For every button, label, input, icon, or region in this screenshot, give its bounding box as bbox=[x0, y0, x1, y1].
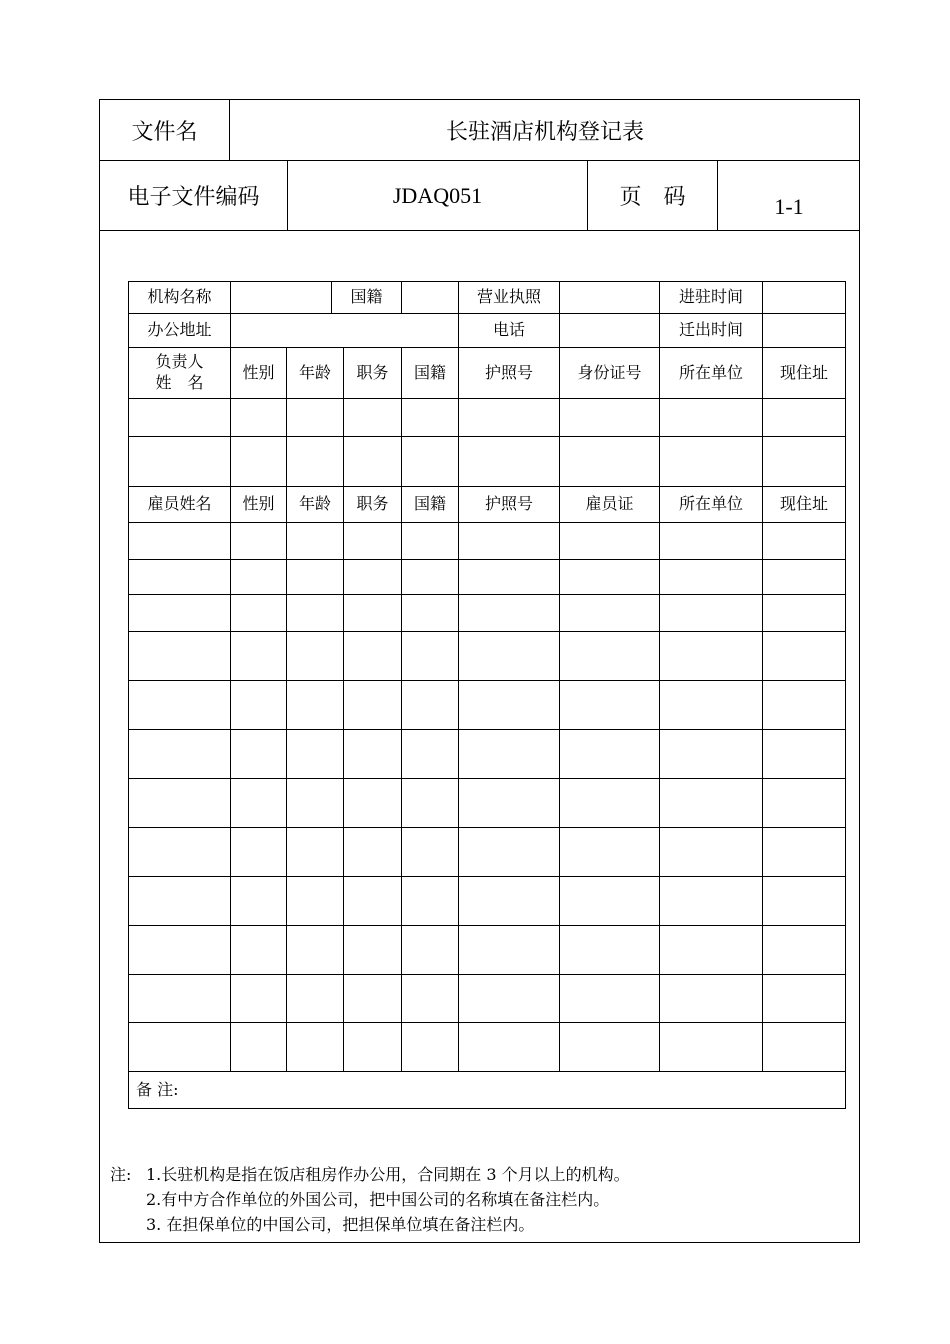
manager-age-header: 年龄 bbox=[298, 362, 331, 382]
office-address-field[interactable] bbox=[231, 314, 458, 347]
manager-passport-header: 护照号 bbox=[484, 362, 533, 382]
notes-prefix: 注: bbox=[110, 1165, 132, 1184]
file-code-value: JDAQ051 bbox=[392, 182, 483, 208]
file-code-label: 电子文件编码 bbox=[127, 185, 260, 210]
employee-card-header: 雇员证 bbox=[585, 494, 634, 514]
form-vline bbox=[559, 347, 560, 1071]
file-name-label: 文件名 bbox=[131, 119, 198, 145]
form-hline bbox=[128, 729, 846, 730]
form-hline bbox=[128, 876, 846, 877]
exit-time-field[interactable] bbox=[763, 314, 845, 347]
manager-nationality-header: 国籍 bbox=[413, 362, 446, 382]
manager-gender-header: 性别 bbox=[242, 362, 275, 382]
document-title: 长驻酒店机构登记表 bbox=[445, 119, 644, 145]
manager-name-header-line1: 负责人 bbox=[155, 352, 204, 372]
form-vline bbox=[401, 347, 402, 1071]
business-license-label: 营业执照 bbox=[476, 287, 541, 307]
exit-time-label: 迁出时间 bbox=[678, 320, 743, 340]
remarks-label: 备 注: bbox=[136, 1080, 179, 1100]
employee-residence-header: 现住址 bbox=[779, 494, 828, 514]
org-name-label: 机构名称 bbox=[147, 287, 212, 307]
manager-residence-header: 现住址 bbox=[779, 362, 828, 382]
form-vline bbox=[762, 347, 763, 1071]
manager-position-header: 职务 bbox=[356, 362, 389, 382]
employee-position-header: 职务 bbox=[356, 494, 389, 514]
form-hline bbox=[128, 436, 846, 437]
registration-form-table bbox=[128, 281, 846, 1109]
page-label: 页 码 bbox=[619, 185, 686, 210]
employee-name-header: 雇员姓名 bbox=[147, 494, 212, 514]
business-license-field[interactable] bbox=[560, 282, 659, 313]
manager-id-number-header: 身份证号 bbox=[577, 362, 642, 382]
form-hline bbox=[128, 778, 846, 779]
form-hline bbox=[128, 398, 846, 399]
form-hline bbox=[128, 827, 846, 828]
form-hline bbox=[128, 522, 846, 523]
entry-time-field[interactable] bbox=[763, 282, 845, 313]
form-vline bbox=[458, 347, 459, 1071]
office-address-label: 办公地址 bbox=[147, 320, 212, 340]
note-item-2: 2.有中方合作单位的外国公司，把中国公司的名称填在备注栏内。 bbox=[146, 1190, 610, 1209]
phone-field[interactable] bbox=[560, 314, 659, 347]
org-name-field[interactable] bbox=[231, 282, 331, 313]
remarks-field[interactable] bbox=[210, 1072, 845, 1108]
note-item-1: 1.长驻机构是指在饭店租房作办公用，合同期在 3 个月以上的机构。 bbox=[146, 1165, 630, 1184]
form-vline bbox=[343, 347, 344, 1071]
form-hline bbox=[128, 680, 846, 681]
note-item-3: 3. 在担保单位的中国公司，把担保单位填在备注栏内。 bbox=[146, 1215, 535, 1234]
manager-unit-header: 所在单位 bbox=[678, 362, 743, 382]
employee-unit-header: 所在单位 bbox=[678, 494, 743, 514]
form-hline bbox=[128, 631, 846, 632]
nationality-label: 国籍 bbox=[350, 287, 383, 307]
employee-nationality-header: 国籍 bbox=[413, 494, 446, 514]
form-hline bbox=[128, 594, 846, 595]
form-hline bbox=[128, 925, 846, 926]
form-hline bbox=[128, 1022, 846, 1023]
page-number: 1-1 bbox=[774, 194, 804, 219]
manager-name-header bbox=[129, 348, 230, 398]
employee-age-header: 年龄 bbox=[298, 494, 331, 514]
phone-label: 电话 bbox=[492, 320, 525, 340]
form-vline bbox=[230, 347, 231, 1071]
nationality-field[interactable] bbox=[402, 282, 458, 313]
entry-time-label: 进驻时间 bbox=[678, 287, 743, 307]
form-hline bbox=[128, 974, 846, 975]
manager-name-header-line2: 姓 名 bbox=[155, 373, 204, 392]
form-vline bbox=[659, 347, 660, 1071]
form-vline bbox=[286, 347, 287, 1071]
form-hline bbox=[128, 559, 846, 560]
employee-gender-header: 性别 bbox=[242, 494, 275, 514]
employee-passport-header: 护照号 bbox=[484, 494, 533, 514]
